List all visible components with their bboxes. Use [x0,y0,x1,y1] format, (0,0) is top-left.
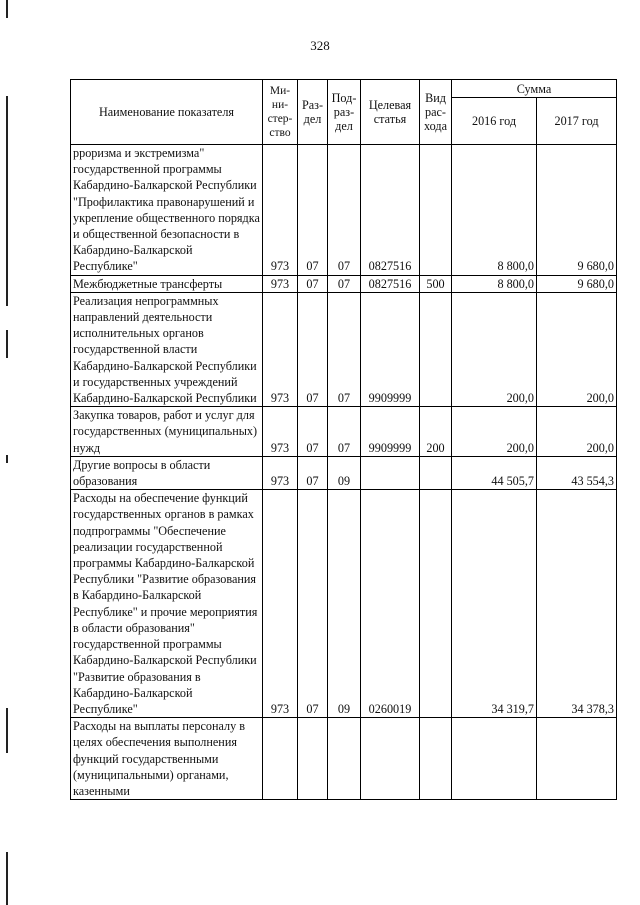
row-expense-type [420,145,452,276]
row-subsection: 07 [328,145,361,276]
table-row [71,275,617,292]
row-name: Другие вопросы в области образования [71,456,263,489]
page-number: 328 [310,38,330,53]
row-subsection [328,718,361,800]
row-2017: 200,0 [537,292,617,406]
row-ministry: 973 [263,490,298,718]
row-expense-type [420,490,452,718]
row-2016: 200,0 [452,292,537,406]
header-ministry: Ми- ни- стер- ство [263,80,298,145]
table-row [71,718,617,800]
row-expense-type: 500 [420,275,452,292]
table-row [71,145,617,276]
row-name: Межбюджетные трансферты [71,275,263,292]
row-section: 07 [298,292,328,406]
row-target [361,718,420,800]
row-2017: 200,0 [537,407,617,457]
row-name: Реализация непрограммных направлений деятельности исполнительных органов государственной власти Кабардино-Балкарской Республики и государственных учреждений Кабардино-Балкарской Республики [71,292,263,406]
margin-mark [6,0,8,18]
row-2016: 8 800,0 [452,275,537,292]
row-name: Расходы на обеспечение функций государственных органов в рамках подпрограммы "Обеспечение реализации государственной программы Кабардино-Балкарской Республики "Развитие образования в Кабардино-Балкарской Республике" и прочие мероприятия в области образования" государственной программы Кабардино-Балкарской Республики "Развитие образования в Кабардино-Балкарской Республике" [71,490,263,718]
row-expense-type: 200 [420,407,452,457]
row-2016: 44 505,7 [452,456,537,489]
row-ministry: 973 [263,407,298,457]
header-year-2017: 2017 год [537,98,617,145]
row-subsection: 07 [328,407,361,457]
row-ministry: 973 [263,145,298,276]
margin-mark [6,708,8,753]
row-subsection: 07 [328,275,361,292]
row-2017 [537,718,617,800]
row-2017: 34 378,3 [537,490,617,718]
row-section [298,718,328,800]
row-2017: 9 680,0 [537,275,617,292]
margin-mark [6,330,8,358]
margin-mark [6,96,8,306]
table-row [71,407,617,457]
table-row [71,292,617,406]
header-expense-type: Вид рас- хода [420,80,452,145]
table-row [71,456,617,489]
table-row [71,490,617,718]
row-2016: 34 319,7 [452,490,537,718]
row-2017: 9 680,0 [537,145,617,276]
row-2017: 43 554,3 [537,456,617,489]
row-target: 0827516 [361,275,420,292]
row-section: 07 [298,407,328,457]
row-2016 [452,718,537,800]
row-subsection: 07 [328,292,361,406]
header-section: Раз- дел [298,80,328,145]
row-target: 0260019 [361,490,420,718]
row-expense-type [420,456,452,489]
row-2016: 200,0 [452,407,537,457]
row-target: 0827516 [361,145,420,276]
row-section: 07 [298,490,328,718]
row-subsection: 09 [328,456,361,489]
row-subsection: 09 [328,490,361,718]
table-header-row [71,80,617,98]
row-section: 07 [298,456,328,489]
row-expense-type [420,718,452,800]
row-section: 07 [298,275,328,292]
row-ministry: 973 [263,456,298,489]
row-2016: 8 800,0 [452,145,537,276]
margin-mark [6,852,8,905]
row-expense-type [420,292,452,406]
header-subsection: Под- раз- дел [328,80,361,145]
row-name: рроризма и экстремизма" государственной программы Кабардино-Балкарской Республики "Профилактика правонарушений и укрепление общественного порядка и общественной безопасности в Кабардино-Балкарской Республике" [71,145,263,276]
margin-mark [6,455,8,463]
row-section: 07 [298,145,328,276]
row-ministry [263,718,298,800]
budget-table [70,79,617,800]
row-name: Расходы на выплаты персоналу в целях обеспечения выполнения функций государственными (муниципальными) органами, казенными [71,718,263,800]
header-year-2016: 2016 год [452,98,537,145]
header-target: Целевая статья [361,80,420,145]
row-target: 9909999 [361,292,420,406]
row-ministry: 973 [263,275,298,292]
row-target [361,456,420,489]
row-target: 9909999 [361,407,420,457]
row-name: Закупка товаров, работ и услуг для государственных (муниципальных) нужд [71,407,263,457]
header-sum: Сумма [452,80,617,98]
row-ministry: 973 [263,292,298,406]
header-name: Наименование показателя [71,80,263,145]
